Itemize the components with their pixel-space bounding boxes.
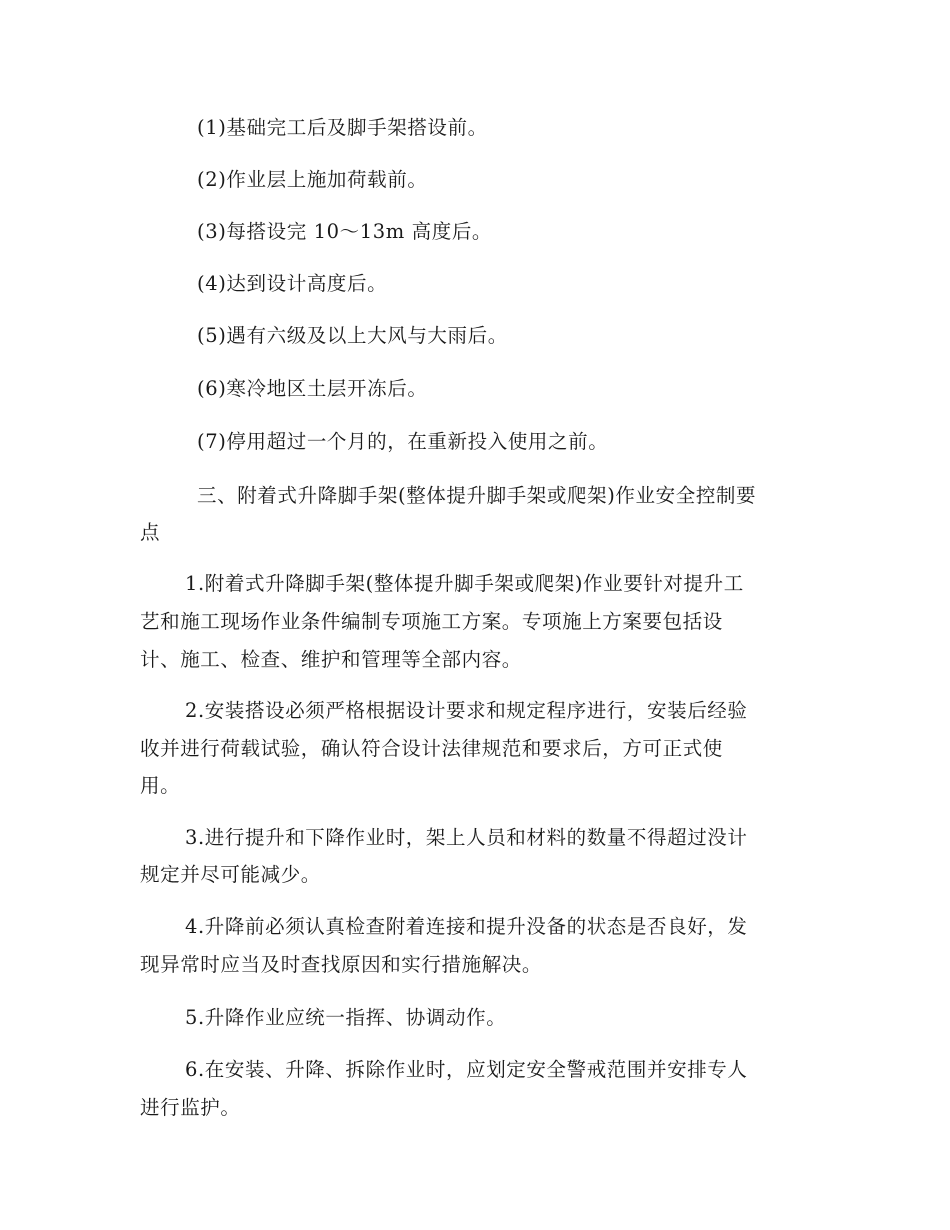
paragraph-4-line-2: 现异常时应当及时查找原因和实行措施解决。 xyxy=(140,953,543,976)
list-item-3: (3)每搭设完 10～13m 高度后。 xyxy=(197,220,493,243)
list-item-1: (1)基础完工后及脚手架搭设前。 xyxy=(197,116,488,139)
paragraph-6-line-2: 进行监护。 xyxy=(140,1096,241,1119)
list-item-2: (2)作业层上施加荷载前。 xyxy=(197,168,428,191)
paragraph-1-line-3: 计、施工、检查、维护和管理等全部内容。 xyxy=(140,648,522,671)
paragraph-1-line-2: 艺和施工现场作业条件编制专项施工方案。专项施上方案要包括设 xyxy=(140,610,723,633)
list-item-6: (6)寒冷地区土层开冻后。 xyxy=(197,377,428,400)
paragraph-5-line-1: 5.升降作业应统一指挥、协调动作。 xyxy=(185,1006,507,1029)
paragraph-1-line-1: 1.附着式升降脚手架(整体提升脚手架或爬架)作业要针对提升工 xyxy=(185,572,744,595)
paragraph-3-line-2: 规定并尽可能减少。 xyxy=(140,863,321,886)
list-item-5: (5)遇有六级及以上大风与大雨后。 xyxy=(197,324,508,347)
list-item-4: (4)达到设计高度后。 xyxy=(197,272,388,295)
section-heading: 三、附着式升降脚手架(整体提升脚手架或爬架)作业安全控制要 xyxy=(197,484,757,507)
section-heading-continued: 点 xyxy=(140,521,161,544)
paragraph-6-line-1: 6.在安装、升降、拆除作业时，应划定安全警戒范围并安排专人 xyxy=(185,1058,748,1081)
paragraph-4-line-1: 4.升降前必须认真检查附着连接和提升没备的状态是否良好，发 xyxy=(185,915,748,938)
list-item-7: (7)停用超过一个月的，在重新投入使用之前。 xyxy=(197,430,609,453)
paragraph-2-line-1: 2.安装搭设必须严格根据设计要求和规定程序进行，安装后经验 xyxy=(185,699,748,722)
paragraph-2-line-3: 用。 xyxy=(140,774,181,797)
paragraph-2-line-2: 收并进行荷载试验，确认符合设计法律规范和要求后，方可正式使 xyxy=(140,737,723,760)
paragraph-3-line-1: 3.进行提升和下降作业时，架上人员和材料的数量不得超过没计 xyxy=(185,826,748,849)
